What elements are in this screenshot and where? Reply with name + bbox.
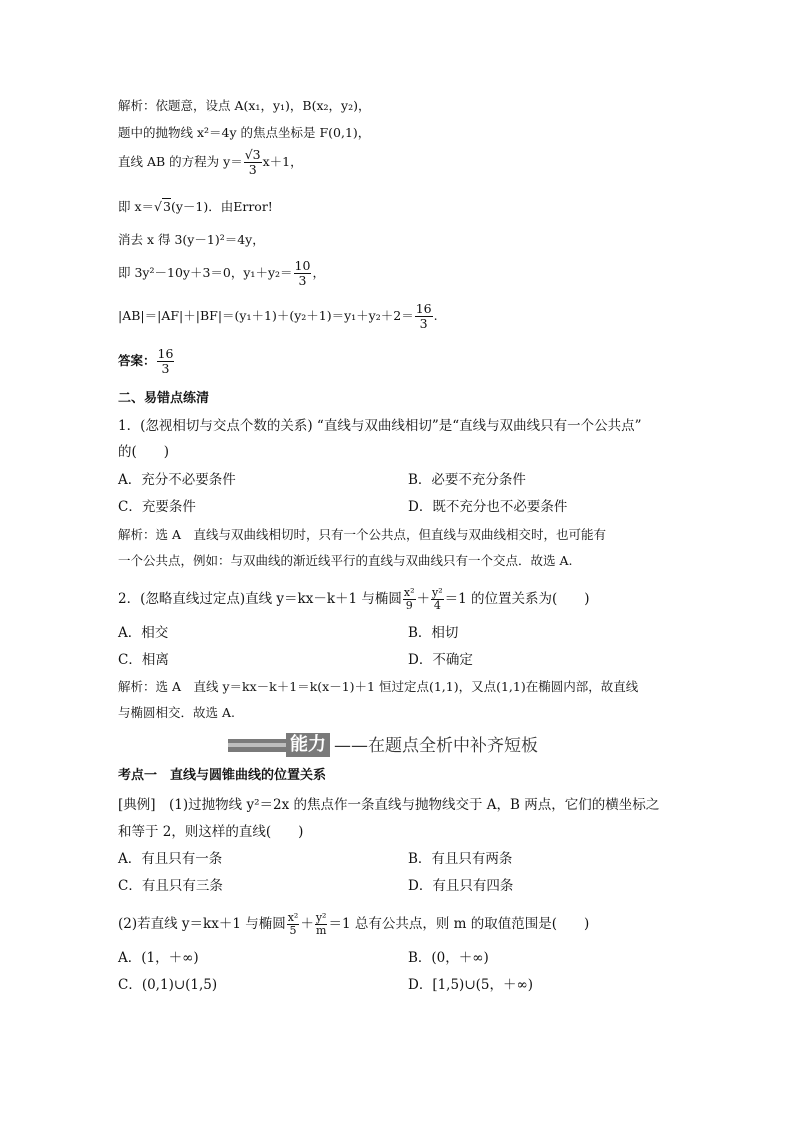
banner-subtitle: ——在题点全析中补齐短板 <box>334 736 538 756</box>
solution-line-6: 即 3y²－10y＋3＝0，y₁＋y₂＝ $\frac{10}{3}$ ， <box>118 258 325 288</box>
ex1-option-a: A．有且只有一条 <box>118 851 223 867</box>
banner-bar-highlight <box>228 743 286 747</box>
q2-solution-line-2: 与椭圆相交．故选 A. <box>118 705 235 720</box>
topic-heading: 考点一 直线与圆锥曲线的位置关系 <box>118 768 327 783</box>
example-2: (2)若直线 y＝kx＋1 与椭圆 $\frac{\text{x²}}{5}$ ＋ $\frac{\text{y²}}{m}$ ＝1 总有公共点，则 m 的取值范围是( ) <box>118 911 590 937</box>
q1-option-c: C．充要条件 <box>118 499 196 515</box>
question-1-line-2: 的( ) <box>118 444 170 460</box>
ex1-option-d: D．有且只有四条 <box>408 878 514 894</box>
q1-solution-line-1: 解析：选 A 直线与双曲线相切时，只有一个公共点，但直线与双曲线相交时，也可能有 <box>118 527 607 542</box>
q1-solution-line-2: 一个公共点，例如：与双曲线的渐近线平行的直线与双曲线只有一个交点．故选 A. <box>118 553 573 568</box>
solution-line-2: 题中的抛物线 x²＝4y 的焦点坐标是 F(0,1)， <box>118 125 371 140</box>
q2-solution-line-1: 解析：选 A 直线 y＝kx－k＋1＝k(x－1)＋1 恒过定点(1,1)，又点(1,1)在椭圆内部，故直线 <box>118 679 639 694</box>
q2-option-a: A．相交 <box>118 625 169 641</box>
fraction: $\frac{\text{x²}}{9}$ <box>403 586 415 612</box>
ex2-option-d: D．[1,5)∪(5，＋∞) <box>408 977 534 993</box>
fraction: $\frac{\text{x²}}{5}$ <box>287 911 299 937</box>
example-1-line-1: [典例] (1)过抛物线 y²＝2x 的焦点作一条直线与抛物线交于 A，B 两点，它们的横坐标之 <box>118 797 660 813</box>
ex1-option-c: C．有且只有三条 <box>118 878 223 894</box>
section-heading: 二、易错点练清 <box>118 391 210 406</box>
q1-option-b: B．必要不充分条件 <box>408 472 526 488</box>
banner-title: 能力 <box>286 733 330 757</box>
q1-option-d: D．既不充分也不必要条件 <box>408 499 568 515</box>
fraction: $\frac{√3}{3}$ <box>244 147 261 177</box>
solution-line-3: 直线 AB 的方程为 y＝ $\frac{√3}{3}$ x＋1， <box>118 147 303 177</box>
fraction: $\frac{10}{3}$ <box>294 258 311 288</box>
q2-option-c: C．相离 <box>118 652 169 668</box>
q2-option-b: B．相切 <box>408 625 459 641</box>
fraction: $\frac{\text{y²}}{4}$ <box>432 586 443 612</box>
question-2: 2．(忽略直线过定点)直线 y＝kx－k＋1 与椭圆 $\frac{\text{x²}}{9}$ ＋ $\frac{\text{y²}}{4}$ ＝1 的位置关系为( ) <box>118 586 590 612</box>
q1-option-a: A．充分不必要条件 <box>118 472 236 488</box>
solution-line-7: |AB|＝|AF|＋|BF|＝(y₁＋1)＋(y₂＋1)＝y₁＋y₂＋2＝ $\frac{16}{3}$ . <box>118 301 438 331</box>
answer-line: 答案： $\frac{16}{3}$ <box>118 346 174 376</box>
solution-line-1: 解析：依题意，设点 A(x₁，y₁)，B(x₂，y₂)， <box>118 98 371 113</box>
ex2-option-b: B．(0，＋∞) <box>408 950 489 966</box>
fraction: $\frac{16}{3}$ <box>415 301 432 331</box>
example-1-line-2: 和等于 2，则这样的直线( ) <box>118 824 304 840</box>
fraction: $\frac{\text{y²}}{m}$ <box>315 911 327 937</box>
solution-line-5: 消去 x 得 3(y－1)²＝4y， <box>118 232 265 247</box>
ex1-option-b: B．有且只有两条 <box>408 851 513 867</box>
solution-line-4: 即 x＝√3(y－1)．由Error! <box>118 199 273 214</box>
q2-option-d: D．不确定 <box>408 652 473 668</box>
answer-fraction: $\frac{16}{3}$ <box>157 346 174 376</box>
question-1-line-1: 1．(忽视相切与交点个数的关系) “直线与双曲线相切”是“直线与双曲线只有一个公共点” <box>118 418 642 434</box>
ex2-option-a: A．(1，＋∞) <box>118 950 199 966</box>
ex2-option-c: C．(0,1)∪(1,5) <box>118 977 218 993</box>
